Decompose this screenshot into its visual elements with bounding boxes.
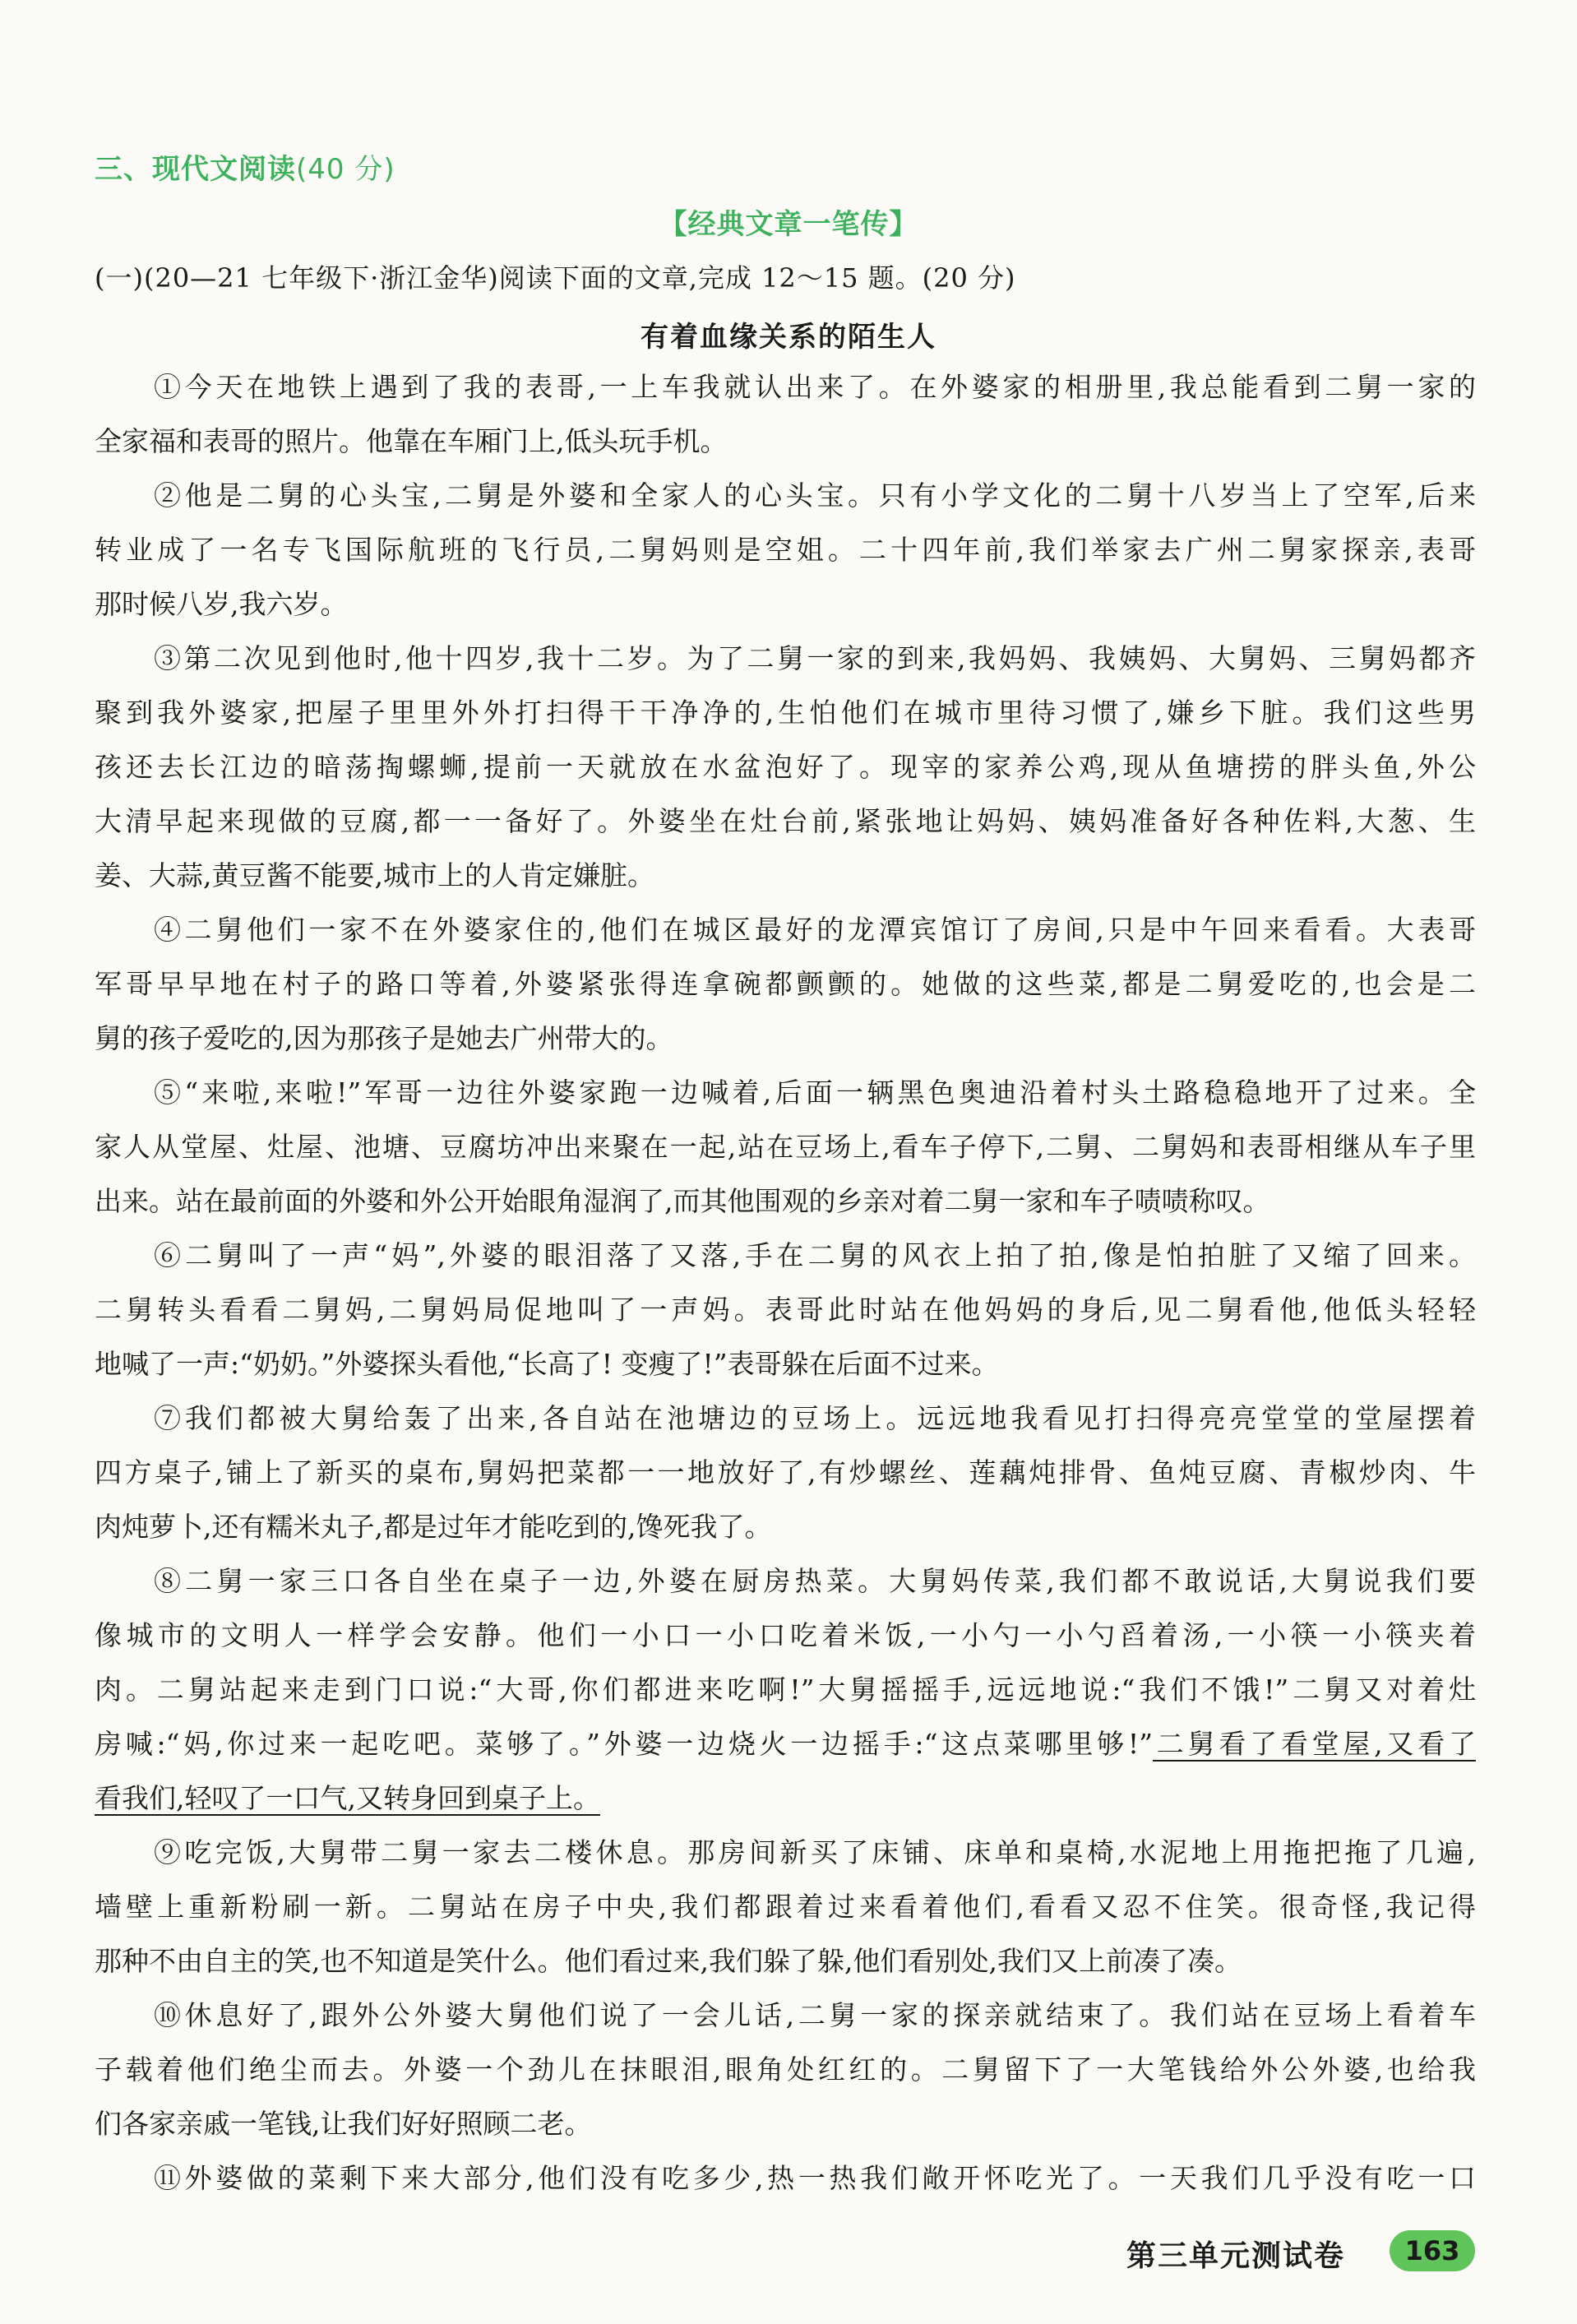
text-line: 肉炖萝卜,还有糯米丸子,都是过年才能吃到的,馋死我了。: [95, 1511, 772, 1543]
text-line: 孩还去长江边的暗荡掏螺蛳,提前一天就放在水盆泡好了。现宰的家养公鸡,现从鱼塘捞的胖头鱼,外公: [95, 751, 1476, 783]
underlined-sentence: 二舅看了看堂屋,又看了: [1153, 1728, 1476, 1760]
text-line: ⑥二舅叫了一声“妈”,外婆的眼泪落了又落,手在二舅的风衣上拍了拍,像是怕拍脏了又缩了回来。: [154, 1239, 1476, 1271]
question-intro: (一)(20—21 七年级下·浙江金华)阅读下面的文章,完成 12～15 题。(20 分): [95, 262, 1016, 294]
text-line: 全家福和表哥的照片。他靠在车厢门上,低头玩手机。: [95, 425, 728, 457]
text-line: 四方桌子,铺上了新买的桌布,舅妈把菜都一一地放好了,有炒螺丝、莲藕炖排骨、鱼炖豆腐、青椒炒肉、牛: [95, 1456, 1476, 1488]
text-line: 出来。站在最前面的外婆和外公开始眼角湿润了,而其他围观的乡亲对着二舅一家和车子啧啧称叹。: [95, 1185, 1270, 1217]
section-heading: [95, 146, 395, 187]
text-line: 舅的孩子爱吃的,因为那孩子是她去广州带大的。: [95, 1022, 673, 1054]
text-line: 像城市的文明人一样学会安静。他们一小口一小口吃着米饭,一小勺一小勺舀着汤,一小筷一小筷夹着: [95, 1619, 1476, 1651]
text-line: ④二舅他们一家不在外婆家住的,他们在城区最好的龙潭宾馆订了房间,只是中午回来看看。大表哥: [154, 914, 1476, 946]
text-line: 大清早起来现做的豆腐,都一一备好了。外婆坐在灶台前,紧张地让妈妈、姨妈准备好各种佐料,大葱、生: [95, 805, 1476, 837]
text-line: ①今天在地铁上遇到了我的表哥,一上车我就认出来了。在外婆家的相册里,我总能看到二舅一家的: [154, 371, 1476, 403]
text-line: ②他是二舅的心头宝,二舅是外婆和全家人的心头宝。只有小学文化的二舅十八岁当上了空军,后来: [154, 479, 1476, 512]
footer-title: 第三单元测试卷: [1126, 2239, 1346, 2273]
line-text: 房喊:“妈,你过来一起吃吧。菜够了。”外婆一边烧火一边摇手:“这点菜哪里够!”: [95, 1728, 1153, 1760]
text-line: ⑨吃完饭,大舅带二舅一家去二楼休息。那房间新买了床铺、床单和桌椅,水泥地上用拖把拖了几遍,: [154, 1836, 1476, 1868]
text-line: 子载着他们绝尘而去。外婆一个劲儿在抹眼泪,眼角处红红的。二舅留下了一大笔钱给外公外婆,也给我: [95, 2053, 1476, 2086]
text-line: 军哥早早地在村子的路口等着,外婆紧张得连拿碗都颤颤的。她做的这些菜,都是二舅爱吃的,也会是二: [95, 968, 1476, 1000]
text-line: ⑦我们都被大舅给轰了出来,各自站在池塘边的豆场上。远远地我看见打扫得亮亮堂堂的堂屋摆着: [154, 1402, 1476, 1434]
text-line: 姜、大蒜,黄豆酱不能要,城市上的人肯定嫌脏。: [95, 859, 654, 891]
article-body: [95, 360, 1476, 2206]
text-line: 那时候八岁,我六岁。: [95, 588, 348, 620]
text-line: 那种不由自主的笑,也不知道是笑什么。他们看过来,我们躲了躲,他们看别处,我们又上前凑了凑。: [95, 1945, 1242, 1977]
text-line: 转业成了一名专飞国际航班的飞行员,二舅妈则是空姐。二十四年前,我们举家去广州二舅家探亲,表哥: [95, 534, 1476, 566]
text-line: ③第二次见到他时,他十四岁,我十二岁。为了二舅一家的到来,我妈妈、我姨妈、大舅妈、三舅妈都齐: [154, 642, 1476, 674]
text-line: 家人从堂屋、灶屋、池塘、豆腐坊冲出来聚在一起,站在豆场上,看车子停下,二舅、二舅妈和表哥相继从车子里: [95, 1131, 1476, 1163]
text-line: ⑪外婆做的菜剩下来大部分,他们没有吃多少,热一热我们敞开怀吃光了。一天我们几乎没有吃一口: [154, 2162, 1476, 2194]
underlined-sentence-cont: 看我们,轻叹了一口气,又转身回到桌子上。: [95, 1782, 600, 1814]
text-line: ⑩休息好了,跟外公外婆大舅他们说了一会儿话,二舅一家的探亲就结束了。我们站在豆场上看着车: [154, 1999, 1476, 2031]
text-line: 聚到我外婆家,把屋子里里外外打扫得干干净净的,生怕他们在城市里待习惯了,嫌乡下脏。我们这些男: [95, 697, 1476, 729]
text-line-underlined: [95, 1771, 1476, 1826]
text-line: ⑤“来啦,来啦!”军哥一边往外婆家跑一边喊着,后面一辆黑色奥迪沿着村头土路稳稳地开了过来。全: [154, 1076, 1476, 1109]
classic-article-tag: 【经典文章一笔传】: [659, 208, 918, 241]
text-line-with-underline: [95, 1717, 1476, 1771]
article-title: 有着血缘关系的陌生人: [641, 321, 936, 354]
text-line: 肉。二舅站起来走到门口说:“大哥,你们都进来吃啊!”大舅摇摇手,远远地说:“我们不饿!”二舅又对着灶: [95, 1674, 1476, 1706]
text-line: 们各家亲戚一笔钱,让我们好好照顾二老。: [95, 2108, 592, 2140]
page-number-badge: 163: [1390, 2230, 1475, 2271]
text-line: ⑧二舅一家三口各自坐在桌子一边,外婆在厨房热菜。大舅妈传菜,我们都不敢说话,大舅说我们要: [154, 1565, 1476, 1597]
text-line: 二舅转头看看二舅妈,二舅妈局促地叫了一声妈。表哥此时站在他妈妈的身后,见二舅看他,他低头轻轻: [95, 1294, 1476, 1326]
text-line: 墙壁上重新粉刷一新。二舅站在房子中央,我们都跟着过来看着他们,看看又忍不住笑。很奇怪,我记得: [95, 1891, 1476, 1923]
section-heading-text: 三、现代文阅读: [95, 153, 296, 186]
text-line: 地喊了一声:“奶奶。”外婆探头看他,“长高了! 变瘦了!”表哥躲在后面不过来。: [95, 1348, 999, 1380]
section-score: (40 分): [296, 153, 395, 186]
